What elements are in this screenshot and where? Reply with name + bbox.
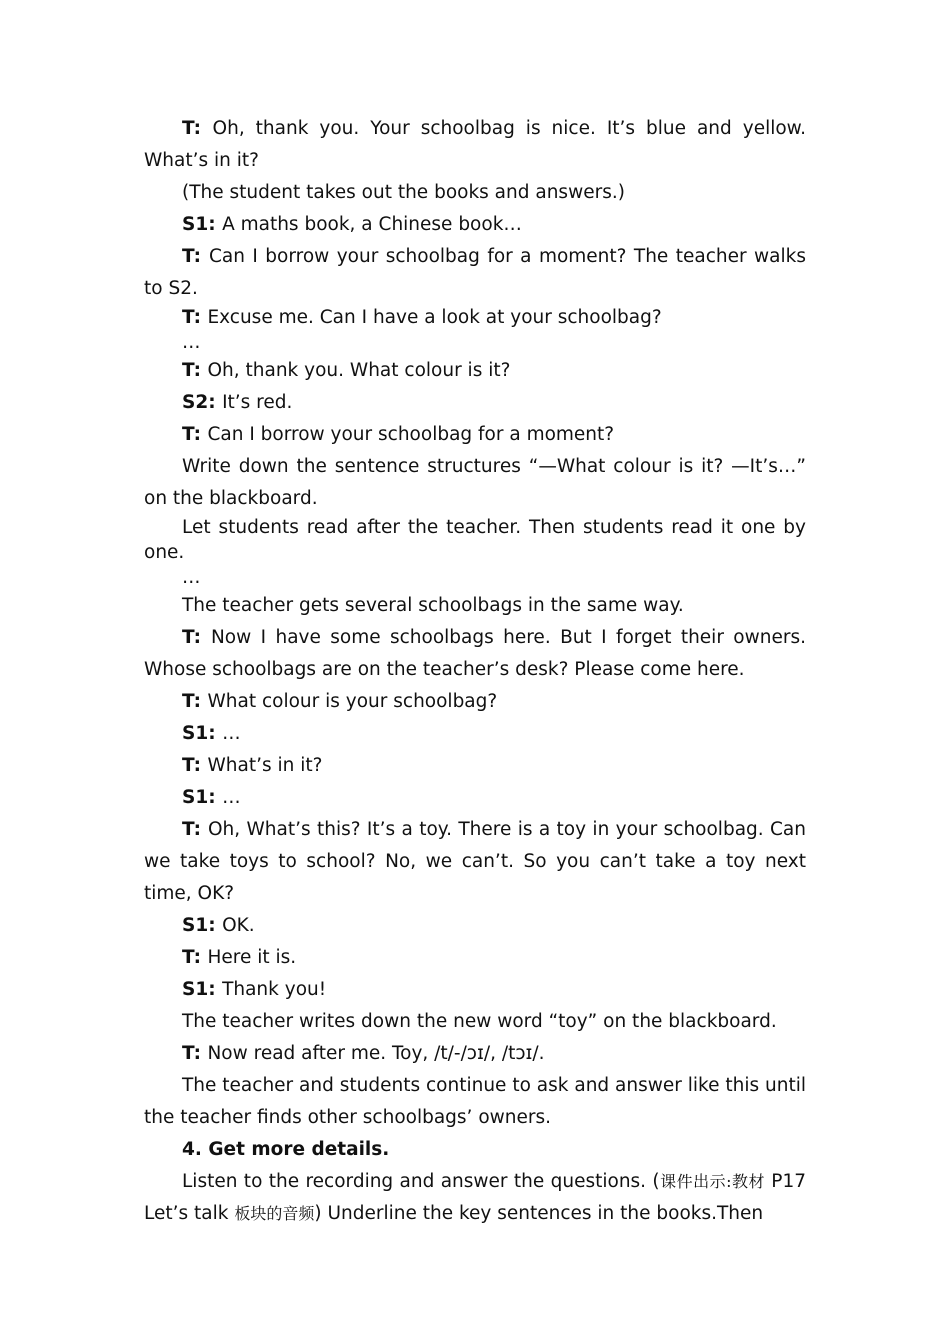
line-text: OK. [222, 915, 255, 936]
line-text: Oh, thank you. Your schoolbag is nice. It’s blue and yellow. What’s in it? [144, 118, 806, 171]
line-text: Oh, thank you. What colour is it? [207, 360, 511, 381]
line-text: What colour is your schoolbag? [207, 691, 498, 712]
line-text: Write down the sentence structures “—What colour is it? —It’s…” on the blackboard. [144, 456, 806, 509]
speaker-label: T: [182, 246, 202, 267]
instruction-chinese-1: 课件出示:教材 [659, 1172, 765, 1191]
speaker-label: T: [182, 819, 202, 840]
line-text: It’s red. [222, 392, 293, 413]
speaker-label: S1: [182, 979, 216, 1000]
dialogue-line [144, 305, 806, 330]
instruction-text-1: Listen to the recording and answer the questions. ( [182, 1171, 660, 1192]
line-text: … [182, 567, 201, 588]
speaker-label: S1: [182, 787, 216, 808]
line-text: Thank you! [222, 979, 327, 1000]
dialogue-line [144, 113, 806, 177]
line-text: The teacher writes down the new word “toy” on the blackboard. [182, 1011, 777, 1032]
speaker-label: S1: [182, 915, 216, 936]
line-text: Let students read after the teacher. Then students read it one by one. [144, 517, 806, 563]
narration-line [144, 590, 806, 622]
dialogue-line [144, 387, 806, 419]
dialogue-line [144, 622, 806, 686]
dialogue-line [144, 942, 806, 974]
instruction-text-3: ) Underline the key sentences in the books.Then [314, 1203, 764, 1224]
line-text: … [222, 723, 241, 744]
line-text: (The student takes out the books and answers.) [182, 182, 625, 203]
dialogue-line [144, 241, 806, 305]
speaker-label: T: [182, 691, 202, 712]
dialogue-line [144, 974, 806, 1006]
narration-line [144, 1070, 806, 1134]
document-body [144, 113, 806, 1230]
line-text: Can I borrow your schoolbag for a moment? The teacher walks to S2. [144, 246, 806, 299]
line-text: A maths book, a Chinese book… [222, 214, 522, 235]
dialogue-line [144, 782, 806, 814]
line-text: … [222, 787, 241, 808]
narration-line [144, 515, 806, 565]
dialogue-line [144, 750, 806, 782]
line-text: Here it is. [207, 947, 297, 968]
section-heading: 4. Get more details. [182, 1139, 390, 1160]
speaker-label: T: [182, 947, 202, 968]
dialogue-line [144, 718, 806, 750]
dialogue-line [144, 910, 806, 942]
speaker-label: T: [182, 755, 202, 776]
ellipsis-line [144, 330, 806, 355]
narration-line [144, 451, 806, 515]
dialogue-line [144, 355, 806, 387]
line-text: Excuse me. Can I have a look at your schoolbag? [207, 307, 662, 328]
dialogue-line [144, 686, 806, 718]
speaker-label: T: [182, 424, 202, 445]
speaker-label: T: [182, 118, 202, 139]
line-text: What’s in it? [207, 755, 323, 776]
dialogue-line [144, 1038, 806, 1070]
line-text: Oh, What’s this? It’s a toy. There is a toy in your schoolbag. Can we take toys to school? No, we can’t. So you can’t take a toy next time, OK? [144, 819, 806, 904]
dialogue-line [144, 814, 806, 910]
dialogue-line [144, 419, 806, 451]
line-text: The teacher gets several schoolbags in the same way. [182, 595, 684, 616]
narration-line [144, 1006, 806, 1038]
speaker-label: T: [182, 360, 202, 381]
ellipsis-line [144, 565, 806, 590]
narration-line [144, 177, 806, 209]
line-text: The teacher and students continue to ask and answer like this until the teacher finds other schoolbags’ owners. [144, 1075, 806, 1128]
line-text: … [182, 332, 201, 353]
line-text: Now I have some schoolbags here. But I forget their owners. Whose schoolbags are on the teacher’s desk? Please come here. [144, 627, 806, 680]
instruction-paragraph [144, 1166, 806, 1230]
line-text: Can I borrow your schoolbag for a moment? [207, 424, 615, 445]
speaker-label: S2: [182, 392, 216, 413]
speaker-label: T: [182, 307, 202, 328]
line-text: Now read after me. Toy, /t/-/ɔɪ/, /tɔɪ/. [207, 1043, 545, 1064]
instruction-text-2: P17 Let’s talk [144, 1171, 806, 1224]
dialogue-line [144, 209, 806, 241]
speaker-label: T: [182, 627, 202, 648]
speaker-label: S1: [182, 214, 216, 235]
instruction-chinese-2: 板块的音频 [234, 1204, 315, 1223]
speaker-label: T: [182, 1043, 202, 1064]
speaker-label: S1: [182, 723, 216, 744]
